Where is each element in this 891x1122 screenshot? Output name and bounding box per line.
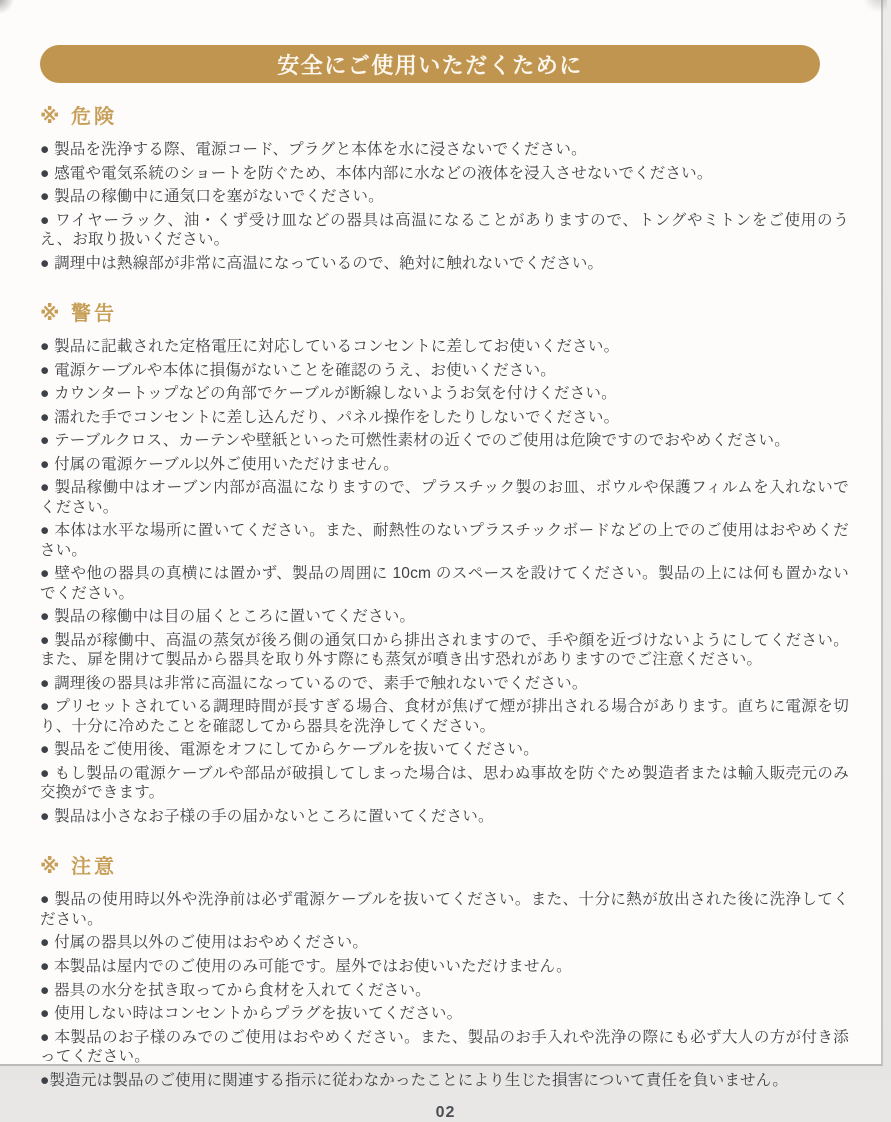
list-item: ● 付属の器具以外のご使用はおやめください。 [40,934,369,952]
list-item: ●製造元は製品のご使用に関連する指示に従わなかったことにより生じた損害について責任を負いません。 [40,1071,789,1089]
section-heading-caution: ※ 注意 [40,856,117,879]
list-item: ● 製品が稼働中、高温の蒸気が後ろ側の通気口から排出されますので、手や顔を近づけないようにしてください。また、扉を開けて製品から器具を取り外す際にも蒸気が噴き出す恐れがありますのでご注意ください。 [40,631,849,669]
list-item: ● 感電や電気系統のショートを防ぐため、本体内部に水などの液体を浸入させないでください。 [40,164,713,182]
page-content [0,100,881,1122]
page-corner-shadow-right [861,0,887,14]
list-item: ● プリセットされている調理時間が長すぎる場合、食材が焦げて煙が排出される場合があります。直ちに電源を切り、十分に冷めたことを確認してから器具を洗浄してください。 [40,698,849,735]
list-item: ● 濡れた手でコンセントに差し込んだり、パネル操作をしたりしないでください。 [40,408,620,426]
page-corner-shadow-left [0,0,16,16]
list-item: ● 壁や他の器具の真横には置かず、製品の周囲に 10cm のスペースを設けてください。製品の上には何も置かないでください。 [40,565,849,602]
list-item: ● 製品稼働中はオーブン内部が高温になりますので、プラスチック製のお皿、ボウルや保護フィルムを入れないでください。 [40,479,849,516]
list-item: ● もし製品の電源ケーブルや部品が破損してしまった場合は、思わぬ事故を防ぐため製造者または輸入販売元のみ交換ができます。 [40,764,849,802]
list-item: ● 本製品は屋内でのご使用のみ可能です。屋外ではお使いいただけません。 [40,957,572,975]
page-title-banner [40,45,820,83]
list-item: ● 付属の電源ケーブル以外ご使用いただけません。 [40,455,400,473]
list-item: ● 製品の使用時以外や洗浄前は必ず電源ケーブルを抜いてください。また、十分に熱が放出された後に洗浄してください。 [40,891,849,928]
list-item: ● 製品を洗浄する際、電源コード、プラグと本体を水に浸さないでください。 [40,141,587,158]
list-item: ● 本体は水平な場所に置いてください。また、耐熱性のないプラスチックボードなどの上でのご使用はおやめください。 [40,522,849,559]
list-item: ● 調理後の器具は非常に高温になっているので、素手で触れないでください。 [40,674,588,692]
bullet-list-warning [40,337,849,826]
list-item: ● 製品の稼働中に通気口を塞がないでください。 [40,188,384,206]
section-caution [40,850,849,1090]
section-warning [40,297,849,826]
list-item: ● 電源ケーブルや本体に損傷がないことを確認のうえ、お使いください。 [40,361,557,379]
section-danger [40,100,849,273]
page-number: 02 [435,1104,456,1122]
list-item: ● ワイヤーラック、油・くず受け皿などの器具は高温になることがありますので、トングやミトンをご使用のうえ、お取り扱いください。 [40,211,849,249]
list-item: ● 製品は小さなお子様の手の届かないところに置いてください。 [40,807,494,825]
list-item: ● 器具の水分を拭き取ってから食材を入れてください。 [40,981,431,999]
list-item: ● 製品に記載された定格電圧に対応しているコンセントに差してお使いください。 [40,338,620,356]
section-heading-warning: ※ 警告 [40,303,117,326]
list-item: ● カウンタートップなどの角部でケーブルが断線しないようお気を付けください。 [40,385,617,403]
section-heading-danger: ※ 危険 [40,106,117,128]
list-item: ● 調理中は熱線部が非常に高温になっているので、絶対に触れないでください。 [40,254,604,272]
bullet-list-danger [40,140,849,273]
page-title: 安全にご使用いただくために [277,52,583,78]
list-item: ● 製品をご使用後、電源をオフにしてからケーブルを抜いてください。 [40,741,539,759]
list-item: ● 製品の稼働中は目の届くところに置いてください。 [40,608,416,626]
list-item: ● 使用しない時はコンセントからプラグを抜いてください。 [40,1005,463,1023]
bullet-list-caution [40,890,849,1090]
list-item: ● テーブルクロス、カーテンや壁紙といった可燃性素材の近くでのご使用は危険ですのでおやめください。 [40,432,790,450]
list-item: ● 本製品のお子様のみでのご使用はおやめください。また、製品のお手入れや洗浄の際にも必ず大人の方が付き添ってください。 [40,1028,849,1066]
